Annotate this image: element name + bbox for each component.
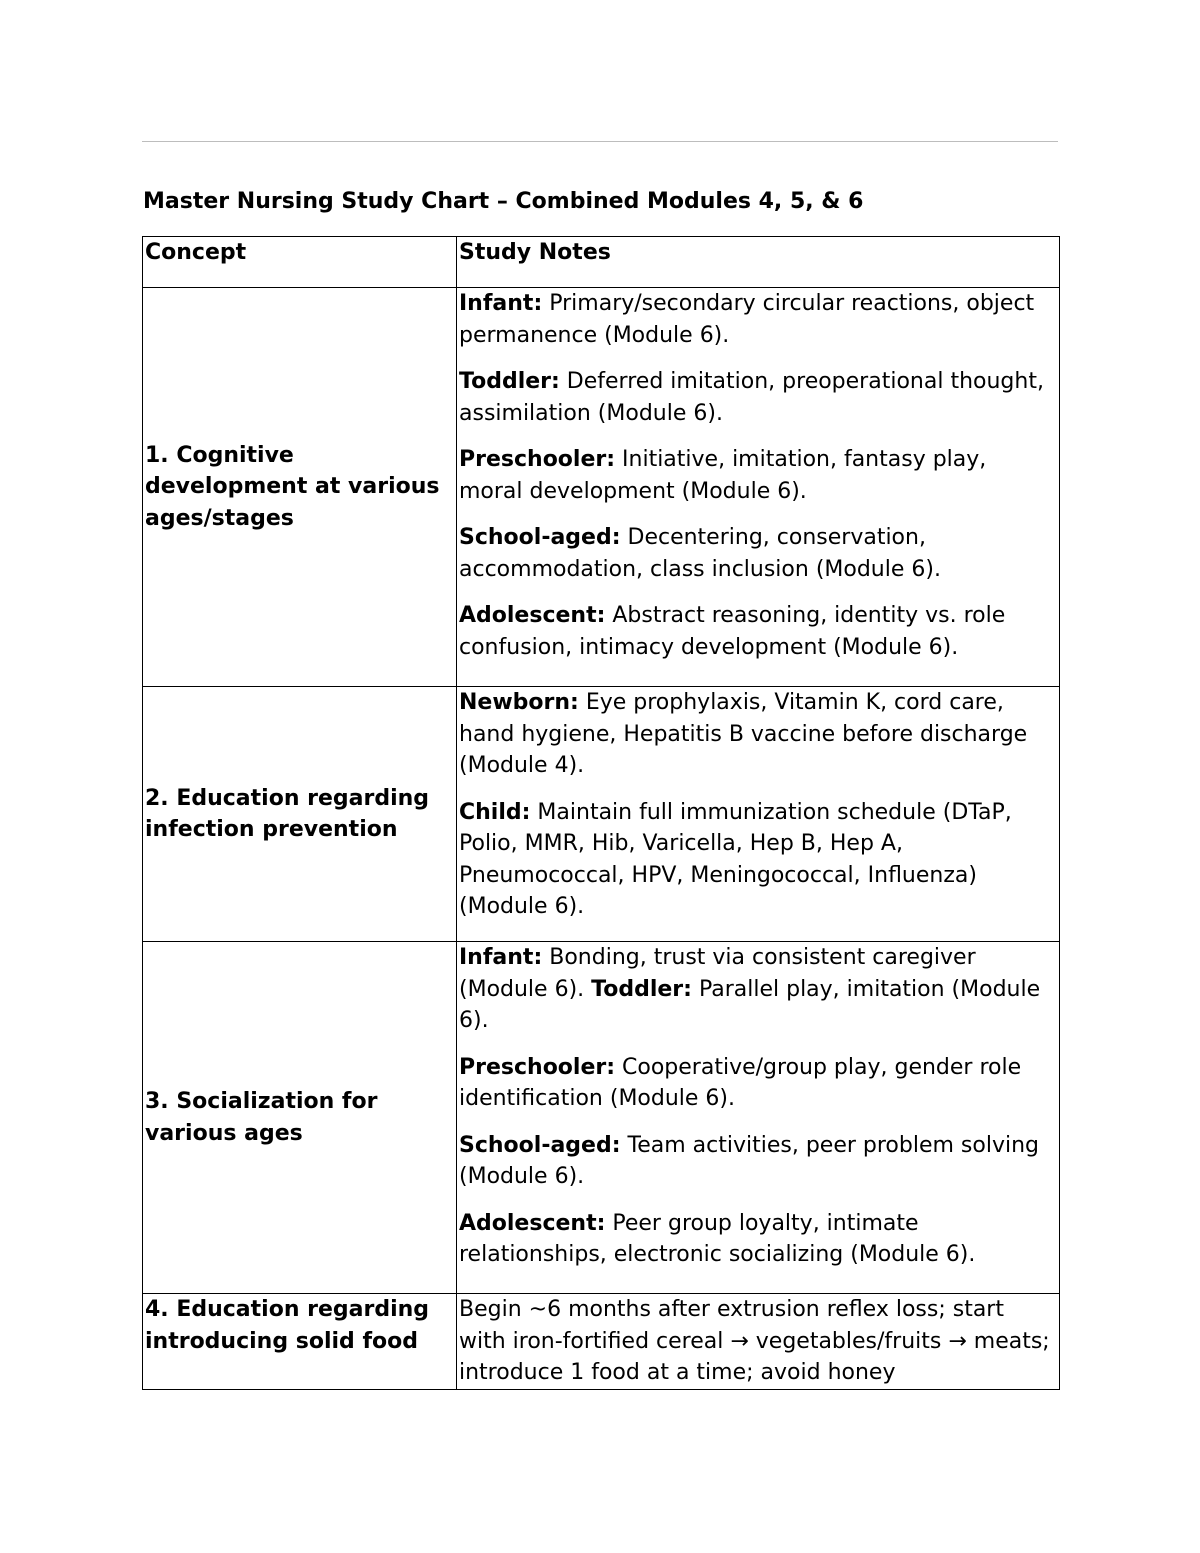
note-item xyxy=(459,797,1053,923)
header-study-notes: Study Notes xyxy=(457,237,1060,288)
table-row xyxy=(143,288,1060,687)
note-text: Deferred imitation, preoperational thought, assimilation (Module 6). xyxy=(459,369,1044,426)
note-item xyxy=(459,687,1053,782)
header-concept: Concept xyxy=(143,237,457,288)
note-text: Abstract reasoning, identity vs. role confusion, intimacy development (Module 6). xyxy=(459,603,1006,660)
note-item xyxy=(459,942,1053,1037)
note-item xyxy=(459,1208,1053,1271)
concept-cell: 2. Education regarding infection prevention xyxy=(143,687,457,942)
concept-cell: 1. Cognitive development at various ages/stages xyxy=(143,288,457,687)
note-text: Eye prophylaxis, Vitamin K, cord care, hand hygiene, Hepatitis B vaccine before discharge (Module 4). xyxy=(459,690,1028,778)
concept-cell: 3. Socialization for various ages xyxy=(143,942,457,1294)
note-label: School-aged: xyxy=(459,1132,621,1158)
note-text: Bonding, trust via consistent caregiver (Module 6). xyxy=(459,945,976,1002)
note-text: Decentering, conservation, accommodation, class inclusion (Module 6). xyxy=(459,525,941,582)
study-chart-table xyxy=(142,236,1060,1390)
notes-cell xyxy=(457,687,1060,942)
note-label: Child: xyxy=(459,799,531,825)
top-divider xyxy=(142,141,1058,142)
note-text: Parallel play, imitation (Module 6). xyxy=(459,976,1041,1033)
note-label: Preschooler: xyxy=(459,447,616,472)
notes-cell xyxy=(457,288,1060,687)
note-text: Peer group loyalty, intimate relationships, electronic socializing (Module 6). xyxy=(459,1210,976,1267)
note-label: Adolescent: xyxy=(459,1210,606,1236)
concept-cell: 4. Education regarding introducing solid food xyxy=(143,1294,457,1390)
note-text: Team activities, peer problem solving (Module 6). xyxy=(459,1132,1039,1189)
document-title: Master Nursing Study Chart – Combined Modules 4, 5, & 6 xyxy=(143,189,864,214)
note-label: Newborn: xyxy=(459,690,579,715)
note-item xyxy=(459,366,1053,429)
note-label: School-aged: xyxy=(459,525,621,550)
note-label: Infant: xyxy=(459,291,543,316)
note-label: Toddler: xyxy=(591,976,692,1002)
note-item xyxy=(459,444,1053,507)
notes-cell: Begin ~6 months after extrusion reflex loss; start with iron-fortified cereal → vegetables/fruits → meats; introduce 1 food at a time; avoid honey xyxy=(457,1294,1060,1390)
note-item xyxy=(459,1052,1053,1115)
note-label: Toddler: xyxy=(459,369,560,394)
note-item xyxy=(459,288,1053,351)
table-row xyxy=(143,1294,1060,1390)
note-label: Adolescent: xyxy=(459,603,606,628)
notes-cell xyxy=(457,942,1060,1294)
note-item xyxy=(459,1130,1053,1193)
note-label: Preschooler: xyxy=(459,1054,616,1080)
table-row xyxy=(143,687,1060,942)
table-row xyxy=(143,942,1060,1294)
note-text: Initiative, imitation, fantasy play, moral development (Module 6). xyxy=(459,447,987,504)
note-item xyxy=(459,600,1053,663)
note-text: Primary/secondary circular reactions, object permanence (Module 6). xyxy=(459,291,1035,348)
note-text: Cooperative/group play, gender role identification (Module 6). xyxy=(459,1054,1022,1111)
note-item xyxy=(459,522,1053,585)
note-label: Infant: xyxy=(459,945,543,970)
note-text: Maintain full immunization schedule (DTaP, Polio, MMR, Hib, Varicella, Hep B, Hep A, Pneumococcal, HPV, Meningococcal, Influenza) (Module 6). xyxy=(459,799,1012,919)
table-header-row xyxy=(143,237,1060,288)
